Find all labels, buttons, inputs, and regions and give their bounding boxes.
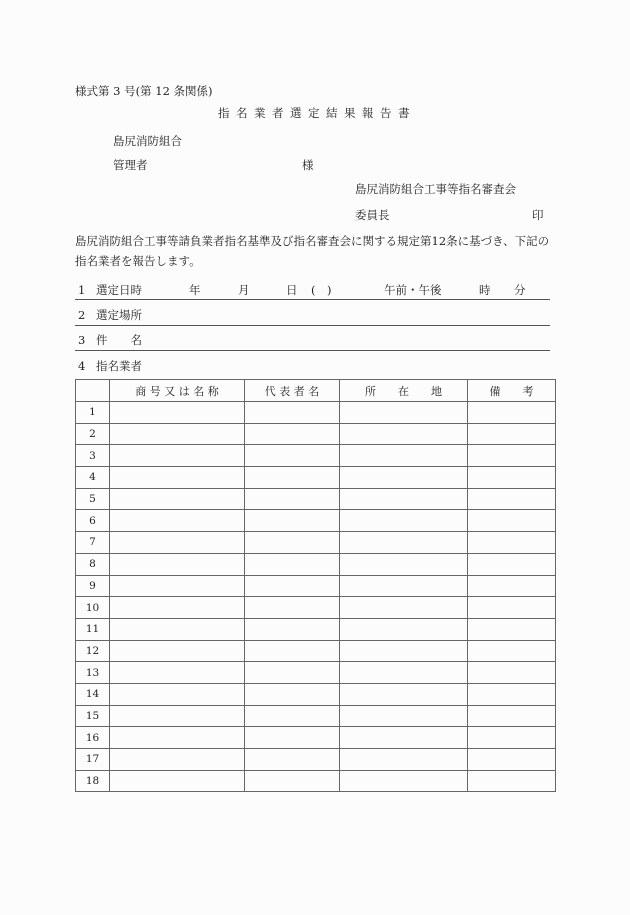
hour-label: 時	[479, 283, 491, 297]
address-cell[interactable]	[340, 402, 468, 424]
table-row	[76, 770, 556, 792]
representative-cell[interactable]	[245, 640, 340, 662]
address-cell[interactable]	[340, 553, 468, 575]
remarks-cell[interactable]	[468, 510, 556, 532]
representative-cell[interactable]	[245, 488, 340, 510]
company-name-cell[interactable]	[110, 727, 245, 749]
header-remarks: 備 考	[468, 380, 556, 402]
underline-1	[75, 299, 550, 300]
remarks-cell[interactable]	[468, 640, 556, 662]
address-cell[interactable]	[340, 705, 468, 727]
company-name-cell[interactable]	[110, 402, 245, 424]
address-cell[interactable]	[340, 727, 468, 749]
header-address: 所 在 地	[340, 380, 468, 402]
representative-cell[interactable]	[245, 445, 340, 467]
header-number	[76, 380, 110, 402]
remarks-cell[interactable]	[468, 618, 556, 640]
remarks-cell[interactable]	[468, 402, 556, 424]
row-number: 11	[76, 618, 110, 640]
company-name-cell[interactable]	[110, 488, 245, 510]
representative-cell[interactable]	[245, 727, 340, 749]
company-name-cell[interactable]	[110, 575, 245, 597]
company-name-cell[interactable]	[110, 640, 245, 662]
table-row	[76, 553, 556, 575]
form-number: 様式第 3 号(第 12 条関係)	[75, 84, 213, 98]
header-company-name: 商 号 又 は 名 称	[110, 380, 245, 402]
row-number: 14	[76, 683, 110, 705]
address-cell[interactable]	[340, 749, 468, 771]
addressee-honorific: 様	[302, 158, 314, 172]
row-number: 12	[76, 640, 110, 662]
company-name-cell[interactable]	[110, 618, 245, 640]
representative-cell[interactable]	[245, 662, 340, 684]
item-number: 1	[78, 283, 86, 297]
representative-cell[interactable]	[245, 749, 340, 771]
address-cell[interactable]	[340, 445, 468, 467]
table-row	[76, 402, 556, 424]
address-cell[interactable]	[340, 683, 468, 705]
row-number: 2	[76, 423, 110, 445]
row-number: 6	[76, 510, 110, 532]
table-row	[76, 445, 556, 467]
address-cell[interactable]	[340, 618, 468, 640]
address-cell[interactable]	[340, 532, 468, 554]
item-label: 選定日時	[96, 283, 142, 297]
remarks-cell[interactable]	[468, 683, 556, 705]
minute-label: 分	[514, 283, 526, 297]
address-cell[interactable]	[340, 575, 468, 597]
addressee-org: 島尻消防組合	[113, 134, 182, 148]
remarks-cell[interactable]	[468, 662, 556, 684]
company-name-cell[interactable]	[110, 467, 245, 489]
table-row	[76, 640, 556, 662]
contractor-table	[75, 379, 556, 792]
representative-cell[interactable]	[245, 423, 340, 445]
item-number: 2	[78, 308, 86, 322]
row-number: 10	[76, 597, 110, 619]
remarks-cell[interactable]	[468, 727, 556, 749]
address-cell[interactable]	[340, 488, 468, 510]
row-number: 13	[76, 662, 110, 684]
remarks-cell[interactable]	[468, 488, 556, 510]
address-cell[interactable]	[340, 662, 468, 684]
address-cell[interactable]	[340, 770, 468, 792]
document-title: 指名業者選定結果報告書	[218, 106, 416, 120]
body-text-line1: 島尻消防組合工事等請負業者指名基準及び指名審査会に関する規定第12条に基づき、下記の	[75, 234, 550, 248]
table-row	[76, 532, 556, 554]
representative-cell[interactable]	[245, 402, 340, 424]
company-name-cell[interactable]	[110, 683, 245, 705]
remarks-cell[interactable]	[468, 749, 556, 771]
company-name-cell[interactable]	[110, 749, 245, 771]
addressee-role: 管理者	[113, 158, 148, 172]
representative-cell[interactable]	[245, 553, 340, 575]
body-text-line2: 指名業者を報告します。	[75, 254, 201, 268]
company-name-cell[interactable]	[110, 532, 245, 554]
remarks-cell[interactable]	[468, 445, 556, 467]
remarks-cell[interactable]	[468, 467, 556, 489]
representative-cell[interactable]	[245, 575, 340, 597]
remarks-cell[interactable]	[468, 532, 556, 554]
company-name-cell[interactable]	[110, 597, 245, 619]
sender-org: 島尻消防組合工事等指名審査会	[355, 182, 516, 196]
weekday-label: ( )	[311, 283, 332, 297]
remarks-cell[interactable]	[468, 575, 556, 597]
item-number: 4	[78, 359, 86, 373]
underline-3	[75, 350, 550, 351]
address-cell[interactable]	[340, 467, 468, 489]
company-name-cell[interactable]	[110, 705, 245, 727]
sender-role: 委員長	[355, 208, 390, 222]
remarks-cell[interactable]	[468, 705, 556, 727]
row-number: 17	[76, 749, 110, 771]
address-cell[interactable]	[340, 597, 468, 619]
representative-cell[interactable]	[245, 532, 340, 554]
company-name-cell[interactable]	[110, 445, 245, 467]
company-name-cell[interactable]	[110, 423, 245, 445]
table-row	[76, 510, 556, 532]
month-label: 月	[238, 283, 250, 297]
address-cell[interactable]	[340, 640, 468, 662]
item-number: 3	[78, 333, 86, 347]
representative-cell[interactable]	[245, 683, 340, 705]
table-row	[76, 749, 556, 771]
representative-cell[interactable]	[245, 618, 340, 640]
table-row	[76, 662, 556, 684]
address-cell[interactable]	[340, 423, 468, 445]
representative-cell[interactable]	[245, 705, 340, 727]
table-row	[76, 423, 556, 445]
representative-cell[interactable]	[245, 770, 340, 792]
remarks-cell[interactable]	[468, 423, 556, 445]
day-label: 日	[286, 283, 298, 297]
table-row	[76, 488, 556, 510]
row-number: 18	[76, 770, 110, 792]
item-label-subject: 件 名	[96, 333, 142, 347]
header-representative: 代 表 者 名	[245, 380, 340, 402]
table-row	[76, 597, 556, 619]
table-header-row	[76, 380, 556, 402]
underline-2	[75, 325, 550, 326]
address-cell[interactable]	[340, 510, 468, 532]
row-number: 16	[76, 727, 110, 749]
table-row	[76, 683, 556, 705]
table-row	[76, 467, 556, 489]
item-label-designated-contractors: 指名業者	[96, 359, 142, 373]
remarks-cell[interactable]	[468, 770, 556, 792]
row-number: 9	[76, 575, 110, 597]
table-row	[76, 618, 556, 640]
item-label-selection-place: 選定場所	[96, 308, 142, 322]
row-number: 3	[76, 445, 110, 467]
remarks-cell[interactable]	[468, 553, 556, 575]
row-number: 8	[76, 553, 110, 575]
table-row	[76, 705, 556, 727]
company-name-cell[interactable]	[110, 510, 245, 532]
table-row	[76, 575, 556, 597]
row-number: 1	[76, 402, 110, 424]
representative-cell[interactable]	[245, 597, 340, 619]
company-name-cell[interactable]	[110, 662, 245, 684]
company-name-cell[interactable]	[110, 553, 245, 575]
row-number: 5	[76, 488, 110, 510]
row-number: 15	[76, 705, 110, 727]
year-label: 年	[189, 283, 201, 297]
row-number: 4	[76, 467, 110, 489]
seal-mark: 印	[532, 208, 544, 222]
row-number: 7	[76, 532, 110, 554]
representative-cell[interactable]	[245, 467, 340, 489]
company-name-cell[interactable]	[110, 770, 245, 792]
remarks-cell[interactable]	[468, 597, 556, 619]
representative-cell[interactable]	[245, 510, 340, 532]
ampm-label: 午前・午後	[384, 283, 442, 297]
table-row	[76, 727, 556, 749]
